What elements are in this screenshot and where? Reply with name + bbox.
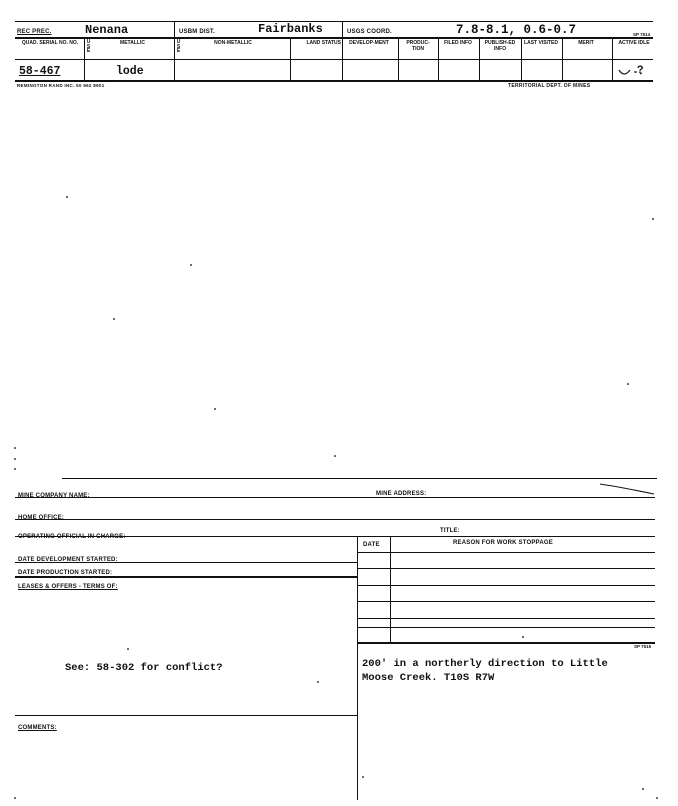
col-use-1: U S E — [86, 39, 91, 54]
location-note-line-2: Moose Creek. T10S R7W — [362, 672, 495, 684]
col-published-info: PUBLISH-ED INFO — [484, 40, 516, 52]
usbm-dist-value: Fairbanks — [258, 22, 323, 36]
printer-line: REMINGTON RAND INC. 50 662 8601 — [17, 83, 105, 88]
form-number-top: SP 7514 — [633, 32, 651, 37]
reason-column-header: REASON FOR WORK STOPPAGE — [453, 540, 553, 546]
mine-address-label: MINE ADDRESS: — [376, 491, 427, 497]
active-idle-value: ? — [637, 65, 644, 77]
metallic-value: lode — [116, 65, 144, 78]
col-land-status: LAND STATUS — [306, 40, 341, 46]
col-development: DEVELOP-MENT — [349, 40, 389, 46]
col-production: PRODUC-TION — [406, 40, 430, 52]
col-merit: MERIT — [578, 40, 594, 46]
usgs-coord-value: 7.8-8.1, 0.6-0.7 — [456, 23, 577, 37]
top-row-rule — [15, 21, 653, 22]
col-active-idle: ACTIVE IDLE — [618, 40, 650, 46]
handwritten-mark — [616, 62, 652, 80]
date-column-header: DATE — [363, 542, 380, 548]
see-conflict-note: See: 58-302 for conflict? — [65, 662, 223, 674]
operating-official-label: OPERATING OFFICIAL IN CHARGE: — [18, 534, 126, 540]
date-development-started-label: DATE DEVELOPMENT STARTED: — [18, 557, 118, 563]
top-card — [0, 0, 678, 100]
col-use-2: U S E — [176, 39, 181, 54]
department-name: TERRITORIAL DEPT. OF MINES — [508, 83, 591, 89]
title-label: TITLE: — [440, 528, 460, 534]
form-number-bottom: SP 7515 — [634, 644, 652, 649]
col-filed-info: FILED INFO — [444, 40, 472, 46]
usgs-coord-label: USGS COORD. — [347, 29, 392, 35]
rec-prec-label: REC PREC. — [17, 29, 52, 35]
serial-number: 58-467 — [19, 65, 61, 78]
col-last-visited: LAST VISITED — [524, 40, 558, 46]
location-note-line-1: 200' in a northerly direction to Little — [362, 658, 608, 670]
usbm-dist-label: USBM DIST. — [179, 29, 216, 35]
bottom-card — [0, 470, 678, 806]
rec-prec-value: Nenana — [85, 23, 129, 37]
col-non-metallic: NON-METALLIC — [214, 40, 252, 46]
mine-company-name-label: MINE COMPANY NAME: — [18, 493, 90, 499]
leases-offers-label: LEASES & OFFERS - TERMS OF: — [18, 584, 118, 590]
col-metallic: METALLIC — [120, 40, 145, 46]
home-office-label: HOME OFFICE: — [18, 515, 65, 521]
col-quad-serial: QUAD. SERIAL NO. NO. — [21, 40, 79, 46]
comments-label: COMMENTS: — [18, 725, 57, 731]
date-production-started-label: DATE PRODUCTION STARTED: — [18, 570, 113, 576]
